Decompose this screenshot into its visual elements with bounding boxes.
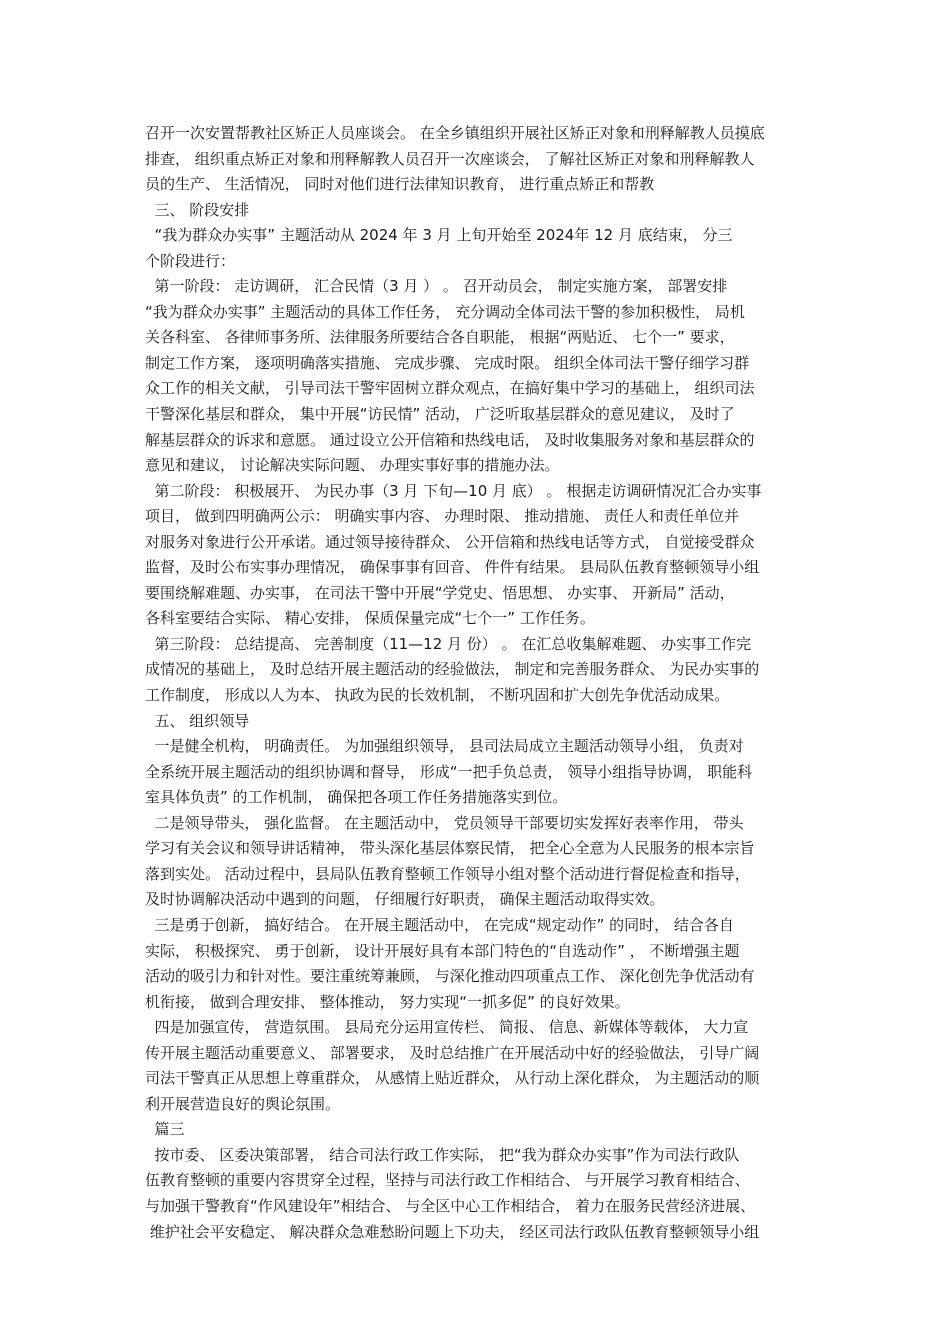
section-heading: 篇三 bbox=[145, 1120, 185, 1139]
text-line: 排查， 组织重点矫正对象和刑释解教人员召开一次座谈会， 了解社区矫正对象和刑释解教人 bbox=[145, 149, 755, 168]
text-line: 监督，及时公布实事办理情况， 确保事事有回音、 件件有结果。 县局队伍教育整顿领导小组 bbox=[145, 558, 760, 577]
text-line: 一是健全机构， 明确责任。 为加强组织领导， 县司法局成立主题活动领导小组， 负责对 bbox=[145, 737, 744, 756]
text-line: 制定工作方案， 逐项明确落实措施、 完成步骤、 完成时限。 组织全体司法干警仔细学习群 bbox=[145, 353, 750, 372]
text-line: 二是领导带头， 强化监督。 在主题活动中， 党员领导干部要切实发挥好表率作用， 带头 bbox=[145, 813, 744, 832]
text-line: 室具体负责” 的工作机制， 确保把各项工作任务措施落实到位。 bbox=[145, 788, 568, 807]
text-line: “我为群众办实事” 主题活动的具体工作任务， 充分调动全体司法干警的参加积极性， 局机 bbox=[145, 302, 745, 321]
text-line: 活动的吸引力和针对性。要注重统筹兼顾， 与深化推动四项重点工作、 深化创先争优活动有 bbox=[145, 967, 755, 986]
text-line: 第一阶段： 走访调研， 汇合民情（3 月 ） 。 召开动员会， 制定实施方案， 部署安排 bbox=[145, 277, 728, 296]
text-line: 学习有关会议和领导讲话精神， 带头深化基层体察民情， 把全心全意为人民服务的根本宗旨 bbox=[145, 839, 755, 858]
text-line: 意见和建议， 讨论解决实际问题、 办理实事好事的措施办法。 bbox=[145, 456, 560, 475]
text-line: 召开一次安置帮教社区矫正人员座谈会。 在全乡镇组织开展社区矫正对象和刑释解教人员摸底 bbox=[145, 124, 765, 142]
text-line: 与加强干警教育“作风建设年”相结合、 与全区中心工作相结合， 着力在服务民营经济进展、 bbox=[145, 1196, 756, 1215]
text-line: 实际， 积极探究、 勇于创新， 设计开展好具有本部门特色的“自选动作” ， 不断增强主题 bbox=[145, 941, 740, 960]
text-line: 成情况的基础上， 及时总结开展主题活动的经验做法， 制定和完善服务群众、 为民办实事的 bbox=[145, 660, 760, 679]
text-line: 关各科室、 各律师事务所、法律服务所要结合各自职能， 根据“两贴近、 七个一” 要求， bbox=[145, 328, 735, 347]
text-line: 三是勇于创新， 搞好结合。 在开展主题活动中， 在完成“规定动作” 的同时， 结合各自 bbox=[145, 915, 734, 934]
text-line: 项目， 做到四明确两公示： 明确实事内容、 办理时限、 推动措施、 责任人和责任单位并 bbox=[145, 507, 739, 526]
text-line: 工作制度， 形成以人为本、 执政为民的长效机制， 不断巩固和扩大创先争优活动成果。 bbox=[145, 686, 730, 705]
text-line: 众工作的相关文献， 引导司法干警牢固树立群众观点，在搞好集中学习的基础上， 组织司法 bbox=[145, 379, 755, 398]
text-line: 第二阶段： 积极展开、 为民办事（3 月 下旬—10 月 底） 。 根据走访调研情况汇合办实事 bbox=[145, 481, 762, 500]
text-line: “我为群众办实事” 主题活动从 2024 年 3 月 上旬开始至 2024年 12 月 底结束， 分三 bbox=[145, 226, 733, 245]
text-line: 全系统开展主题活动的组织协调和督导， 形成“一把手负总责， 领导小组指导协调， 职能科 bbox=[145, 762, 753, 781]
text-line: 个阶段进行： bbox=[145, 251, 236, 270]
text-line: 对服务对象进行公开承诺。通过领导接待群众、 公开信箱和热线电话等方式， 自觉接受群众 bbox=[145, 532, 755, 551]
text-line: 司法干警真正从思想上尊重群众， 从感情上贴近群众， 从行动上深化群众， 为主题活动的顺 bbox=[145, 1069, 760, 1088]
text-line: 机衔接， 做到合理安排、 整体推动， 努力实现“一抓多促” 的良好效果。 bbox=[145, 992, 630, 1011]
text-line: 四是加强宣传， 营造氛围。 县局充分运用宣传栏、 简报、 信息、新媒体等载体， 大力宣 bbox=[145, 1018, 749, 1037]
text-line: 要围绕解难题、办实事， 在司法干警中开展“学党史、悟思想、 办实事、 开新局” 活动， bbox=[145, 583, 735, 602]
text-line: 干警深化基层和群众， 集中开展“访民情” 活动， 广泛听取基层群众的意见建议， 及时了 bbox=[145, 405, 735, 424]
text-line: 传开展主题活动重要意义、 部署要求， 及时总结推广在开展活动中好的经验做法， 引导广阔 bbox=[145, 1043, 760, 1062]
document-body bbox=[145, 121, 809, 1245]
text-line: 解基层群众的诉求和意愿。 通过设立公开信箱和热线电话， 及时收集服务对象和基层群众的 bbox=[145, 430, 755, 449]
text-line: 维护社会平安稳定、 解决群众急难愁盼问题上下功夫， 经区司法行政队伍教育整顿领导小组 bbox=[145, 1222, 760, 1241]
section-heading: 五、 组织领导 bbox=[145, 711, 250, 730]
text-line: 员的生产、 生活情况， 同时对他们进行法律知识教育， 进行重点矫正和帮教 bbox=[145, 175, 655, 194]
text-line: 第三阶段： 总结提高、 完善制度（11—12 月 份） 。 在汇总收集解难题、 办实事工作完 bbox=[145, 634, 752, 653]
text-line: 及时协调解决活动中遇到的问题， 仔细履行好职责， 确保主题活动取得实效。 bbox=[145, 890, 665, 909]
text-line: 落到实处。 活动过程中，县局队伍教育整顿工作领导小组对整个活动进行督促检查和指导， bbox=[145, 864, 750, 883]
text-line: 各科室要结合实际、 精心安排， 保质保量完成“七个一” 工作任务。 bbox=[145, 609, 595, 628]
text-line: 利开展营造良好的舆论氛围。 bbox=[145, 1094, 341, 1113]
text-line: 伍教育整顿的重要内容贯穿全过程，坚持与司法行政工作相结合、 与开展学习教育相结合、 bbox=[145, 1171, 750, 1190]
text-line: 按市委、 区委决策部署， 结合司法行政工作实际， 把“我为群众办实事”作为司法行政队 bbox=[145, 1145, 740, 1164]
section-heading: 三、 阶段安排 bbox=[145, 200, 250, 219]
